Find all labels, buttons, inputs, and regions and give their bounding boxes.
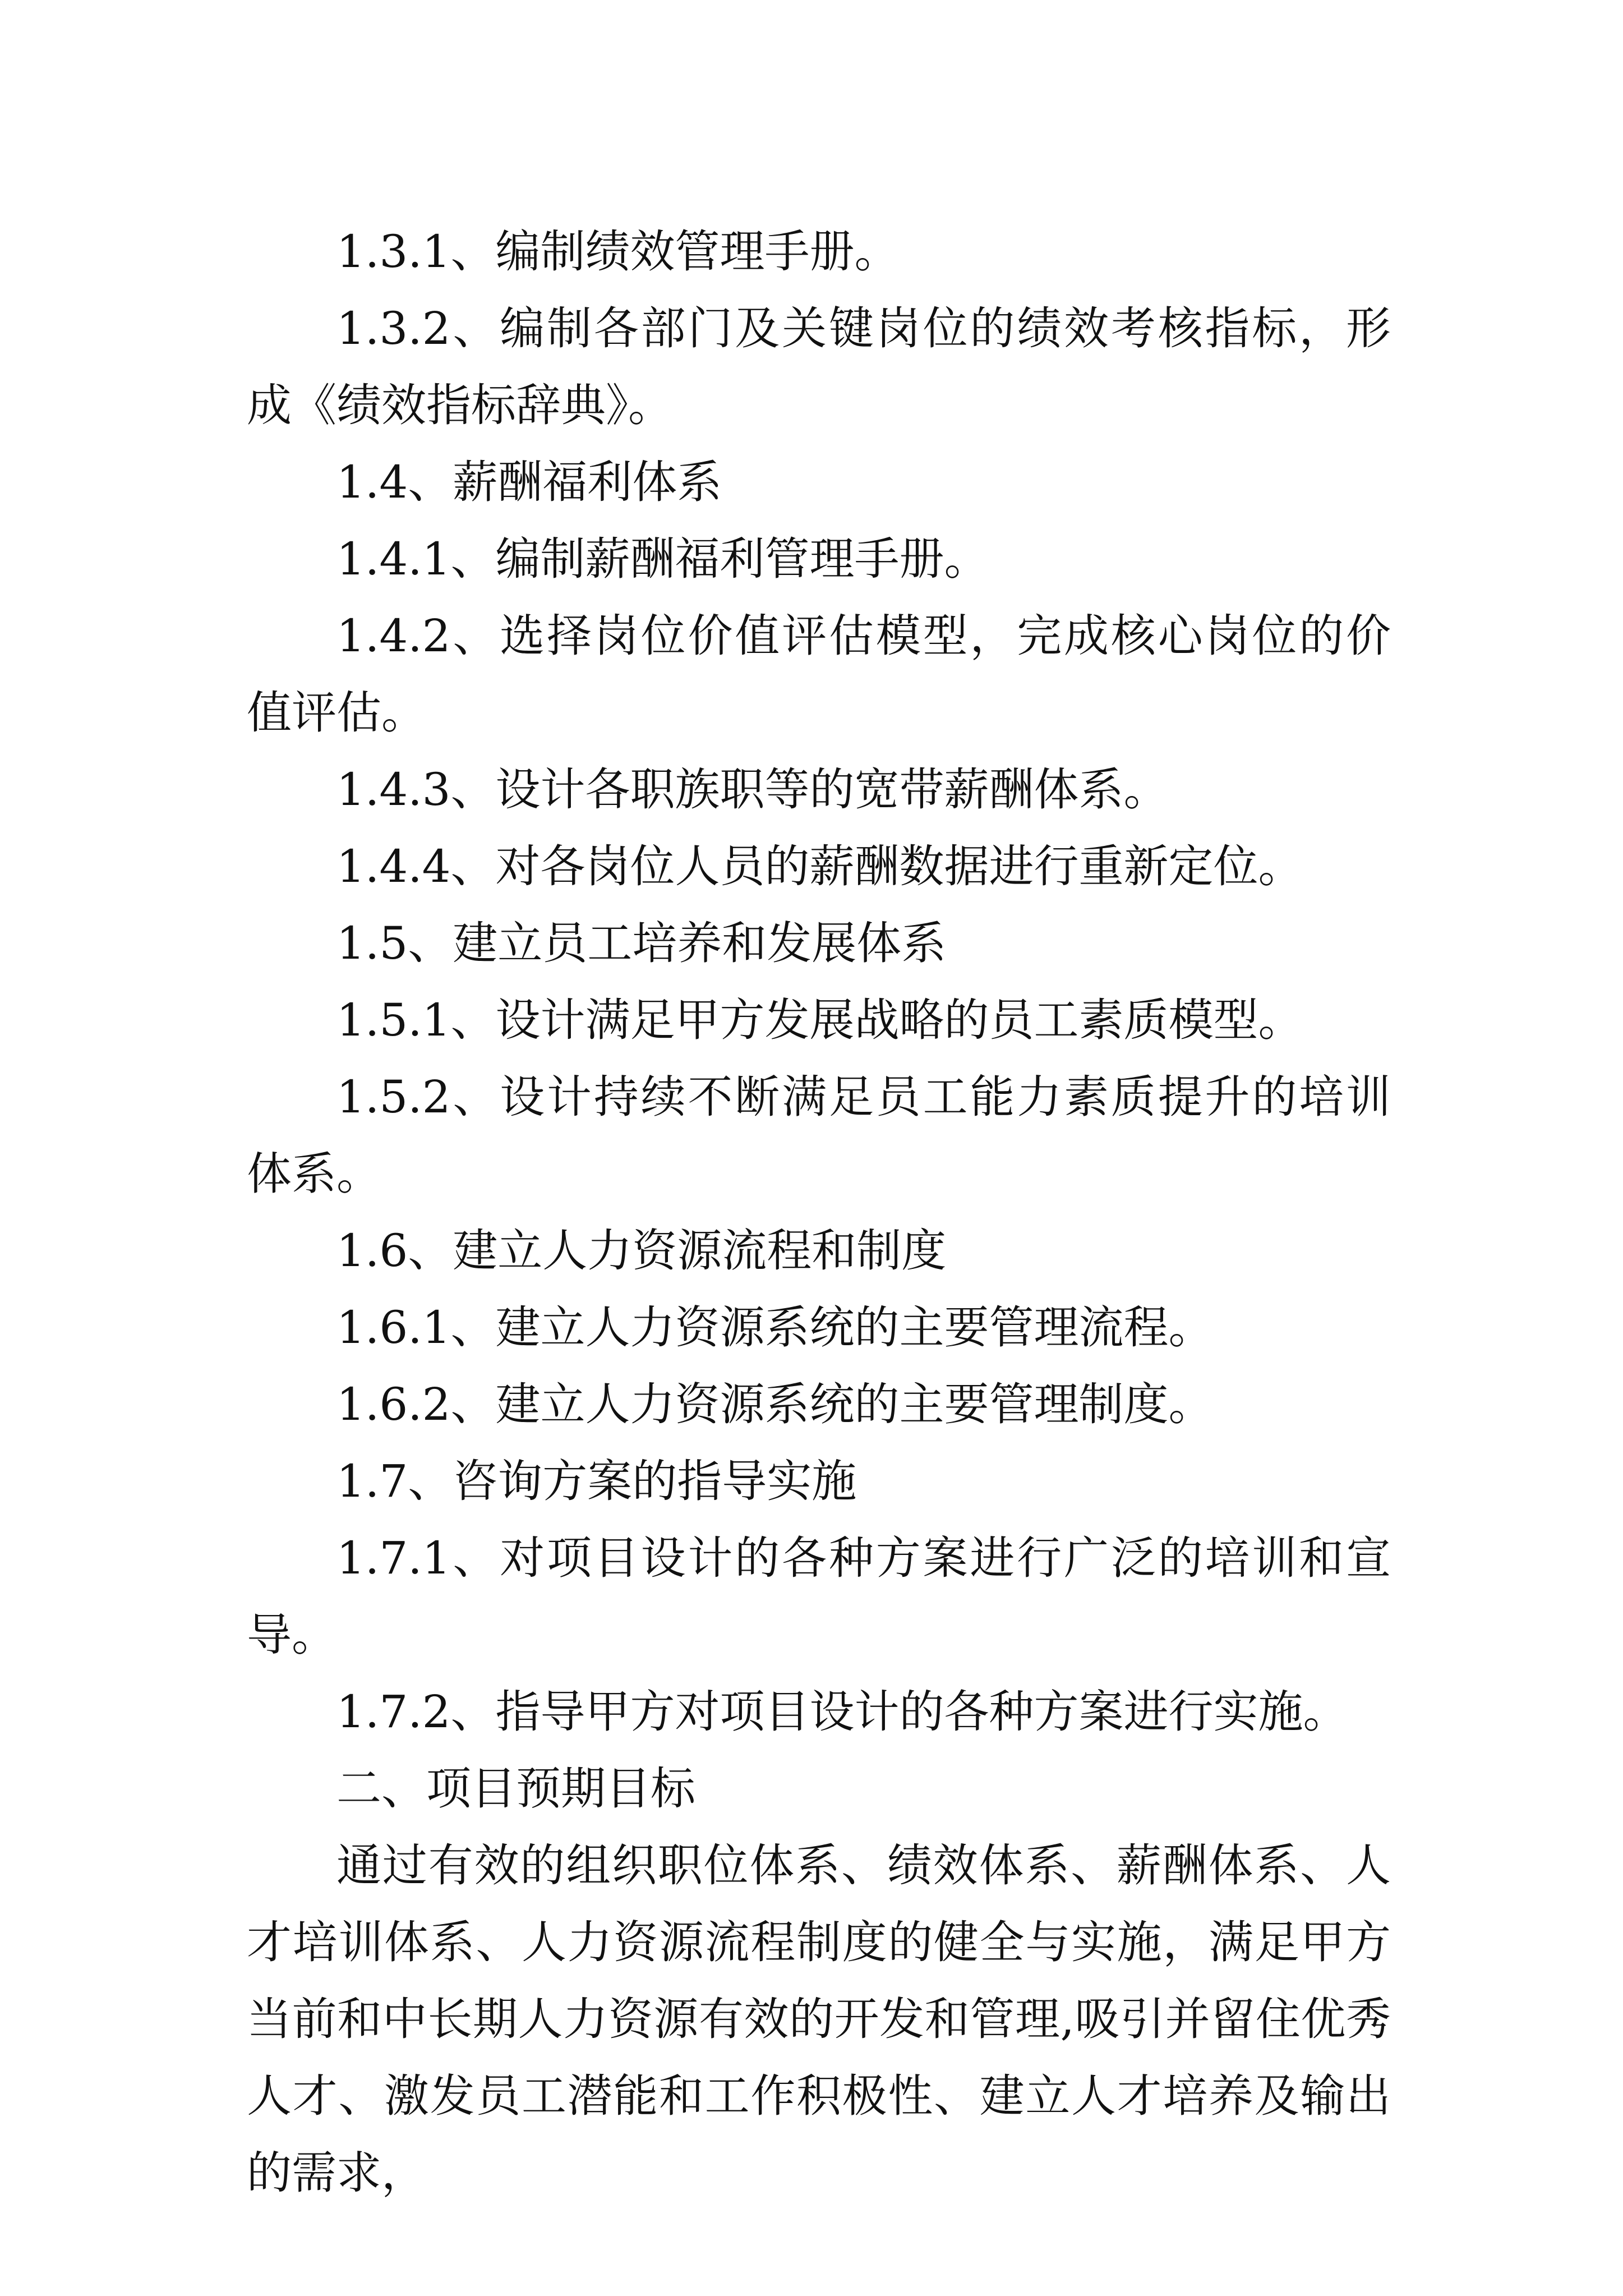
heading-1-7: 1.7、咨询方案的指导实施	[336, 1455, 857, 1507]
paragraph-1-7-2: 1.7.2、指导甲方对项目设计的各种方案进行实施。	[336, 1686, 1348, 1738]
paragraph-1-7-1: 1.7.1、对项目设计的各种方案进行广泛的培训和宣导。	[247, 1532, 1391, 1661]
heading-1-5: 1.5、建立员工培养和发展体系	[336, 917, 947, 969]
paragraph-1-5-1: 1.5.1、设计满足甲方发展战略的员工素质模型。	[336, 994, 1303, 1046]
document-body	[247, 213, 1391, 2211]
paragraph-1-4-3: 1.4.3、设计各职族职等的宽带薪酬体系。	[336, 763, 1169, 816]
paragraph-1-4-2: 1.4.2、选择岗位价值评估模型，完成核心岗位的价值评估。	[247, 610, 1391, 739]
paragraph-1-6-1: 1.6.1、建立人力资源系统的主要管理流程。	[336, 1301, 1214, 1354]
heading-1-4: 1.4、薪酬福利体系	[336, 456, 722, 508]
heading-1-6: 1.6、建立人力资源流程和制度	[336, 1225, 947, 1277]
paragraph-1-6-2: 1.6.2、建立人力资源系统的主要管理制度。	[336, 1378, 1214, 1430]
heading-section-2: 二、项目预期目标	[336, 1763, 695, 1815]
paragraph-1-4-1: 1.4.1、编制薪酬福利管理手册。	[336, 533, 989, 585]
paragraph-expected-goals: 通过有效的组织职位体系、绩效体系、薪酬体系、人才培训体系、人力资源流程制度的健全与实施，满足甲方当前和中长期人力资源有效的开发和管理,吸引并留住优秀人才、激发员工潜能和工作积极性、建立人才培养及输出的需求，	[247, 1839, 1391, 2199]
paragraph-1-5-2: 1.5.2、设计持续不断满足员工能力素质提升的培训体系。	[247, 1071, 1391, 1200]
paragraph-1-4-4: 1.4.4、对各岗位人员的薪酬数据进行重新定位。	[336, 840, 1303, 892]
paragraph-1-3-1: 1.3.1、编制绩效管理手册。	[336, 226, 900, 278]
paragraph-1-3-2: 1.3.2、编制各部门及关键岗位的绩效考核指标，形成《绩效指标辞典》。	[247, 302, 1391, 431]
